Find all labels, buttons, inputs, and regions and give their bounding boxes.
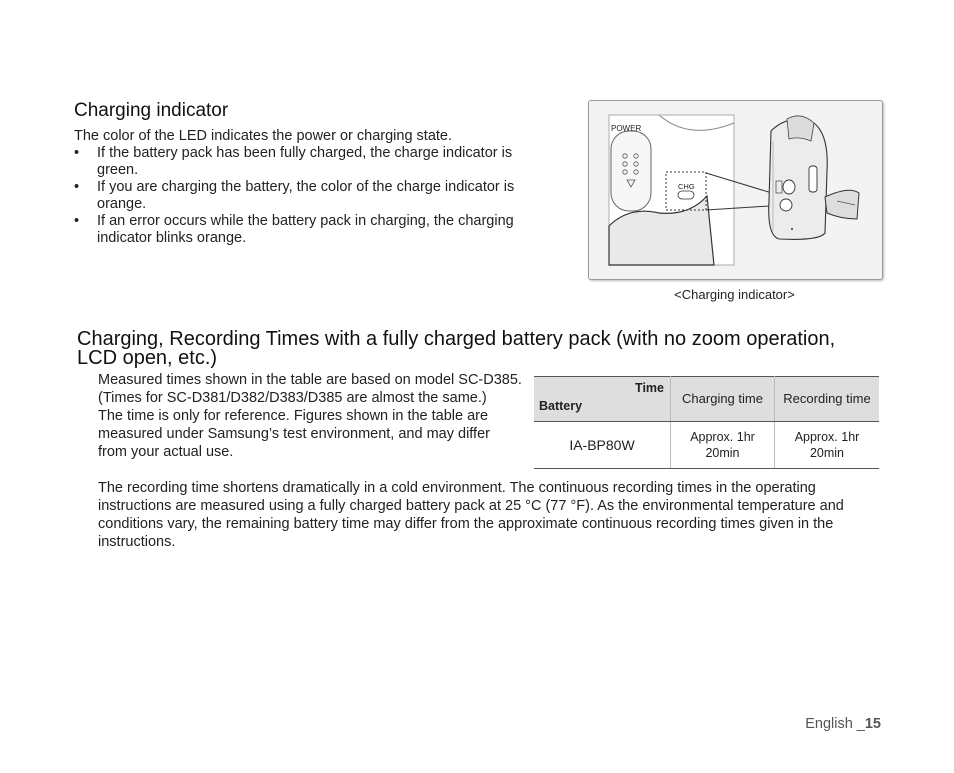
bullet-item: • If an error occurs while the battery pack in charging, the charging indicator blinks orange. [74,213,556,247]
recording-notes [98,371,522,461]
charging-indicator-illustration [588,100,883,280]
table-row [534,422,879,469]
table-corner-cell [534,377,671,422]
column-header-charging-time: Charging time [671,377,775,422]
recording-time-cell: Approx. 1hr 20min [775,422,880,469]
bullet-item: • If you are charging the battery, the color of the charge indicator is orange. [74,179,556,213]
corner-battery-label: Battery [539,399,583,413]
closeup-panel [609,115,734,265]
charging-bullet-list [74,145,556,247]
figure-caption: <Charging indicator> [674,287,795,302]
section-title-recording-times: Charging, Recording Times with a fully charged battery pack (with no zoom operation, LCD open, etc.) [77,328,836,369]
battery-time-table [534,376,879,469]
charging-time-cell: Approx. 1hr 20min [671,422,775,469]
note-models-same: (Times for SC-D381/D382/D383/D385 are almost the same.) [98,390,487,406]
chg-label: CHG [678,182,695,191]
bullet-item: • If the battery pack has been fully charged, the charge indicator is green. [74,145,556,179]
note-model: Measured times shown in the table are based on model SC-D385. [98,372,522,388]
footer-language: English _ [805,716,865,732]
camcorder-drawing [589,101,882,279]
section-title-charging-indicator: Charging indicator [74,100,229,121]
power-label: POWER [611,124,642,133]
charging-intro-text: The color of the LED indicates the power or charging state. [74,128,453,144]
camcorder-body [769,116,859,240]
battery-model-cell: IA-BP80W [534,422,671,469]
column-header-recording-time: Recording time [775,377,880,422]
note-reference: The time is only for reference. Figures shown in the table are measured under Samsung’s test environment, and may differ from your actual use. [98,408,490,460]
corner-time-label: Time [635,381,664,395]
note-cold-environment: The recording time shortens dramatically in a cold environment. The continuous recording times in the operating instructions are measured using a fully charged battery pack at 25 °C (77 °F). As the environmental temperature and conditions vary, the remaining battery time may differ from the approximate continuous recording times given in the instructions. [98,480,844,550]
page-footer [805,716,881,732]
page-number: 15 [864,716,881,732]
